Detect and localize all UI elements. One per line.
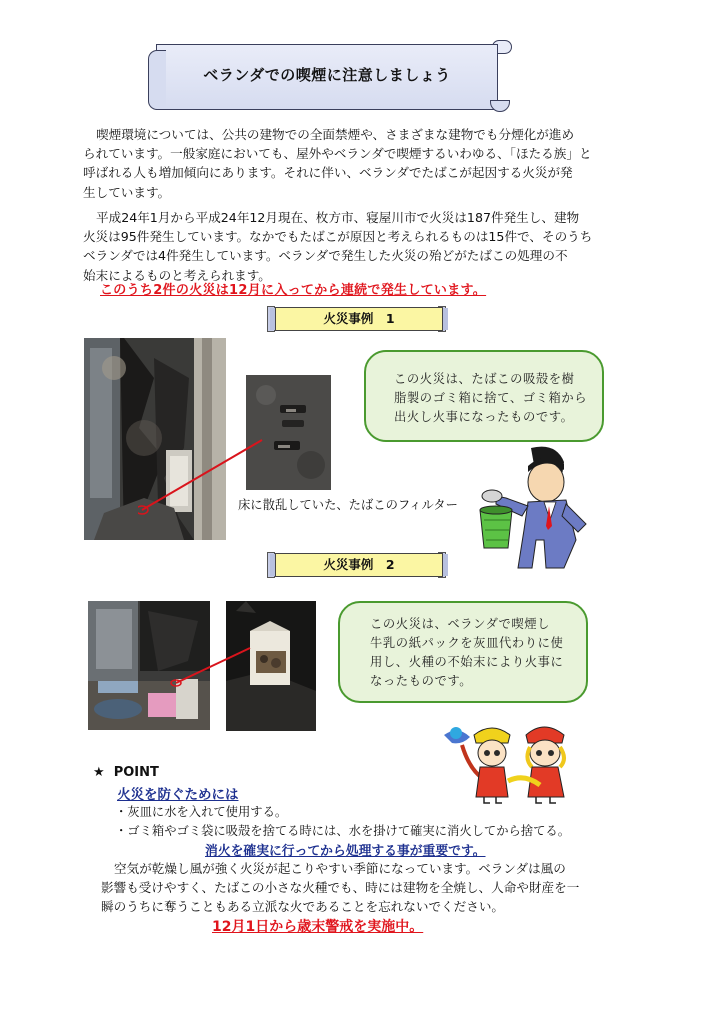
page-title: ベランダでの喫煙に注意しましょう [203, 66, 451, 84]
bubble-line: なったものです。 [370, 674, 473, 688]
intro-line: 呼ばれる人も増加傾向にあります。それに伴い、ベランダでたばこが起因する火災が発 [83, 165, 573, 181]
stats-line: ベランダでは4件発生しています。ベランダで発生した火災の殆どがたばこの処理の不 [83, 248, 568, 264]
man-emptying-ashtray-illustration [466, 440, 596, 570]
bubble-line: 牛乳の紙パックを灰皿代わりに使 [370, 636, 564, 650]
stats-line: 始末によるものと考えられます。 [83, 267, 271, 283]
intro-line: られています。一般家庭においても、屋外やベランダで喫煙するいわゆる、「ほたる族」と [83, 146, 592, 162]
point-bullet: ・ゴミ箱やゴミ袋に吸殻を捨てる時には、水を掛けて確実に消火してから捨てる。 [115, 824, 570, 838]
emphasis-line: 消火を確実に行ってから処理する事が重要です。 [205, 844, 486, 859]
firefighter-kids-illustration [444, 715, 590, 805]
intro-paragraph [83, 125, 643, 202]
label-tab [267, 552, 275, 578]
pointer-arrow [170, 645, 255, 690]
closing-line: 空気が乾燥し風が強く火災が起こりやすい季節になっています。ベランダは風の [114, 861, 566, 876]
intro-line: 喫煙環境については、公共の建物での全面禁煙や、さまざまな建物でも分煙化が進め [96, 127, 575, 142]
stats-line: 火災は95件発生しています。なかでもたばこが原因と考えられるものは15件で、そのうち [83, 229, 593, 245]
point-bullet: ・灰皿に水を入れて使用する。 [115, 805, 288, 819]
bubble-line: この火災は、ベランダで喫煙し [370, 617, 551, 631]
case2-label: 火災事例 2 [275, 553, 443, 577]
bubble-line: 脂製のゴミ箱に捨て、ゴミ箱から [394, 391, 588, 405]
point-heading [93, 765, 159, 780]
bubble-line: 用し、火種の不始末により火事に [370, 655, 564, 669]
bubble-line: この火災は、たばこの吸殻を樹 [394, 372, 575, 386]
case2-bubble [338, 601, 588, 703]
point-label: POINT [113, 765, 159, 780]
closing-paragraph [101, 859, 641, 917]
closing-line: 影響も受けやすく、たばこの小さな火種でも、時には建物を全焼し、人命や財産を一 [101, 880, 580, 896]
stats-paragraph [83, 208, 643, 285]
label-tab [267, 306, 275, 332]
final-notice: 12月1日から歳末警戒を実施中。 [212, 919, 424, 935]
banner-curl [490, 100, 510, 112]
closing-line: 瞬のうちに奪うこともある立派な火であることを忘れないでください。 [101, 899, 504, 915]
intro-line: 生しています。 [83, 184, 171, 200]
case1-label: 火災事例 1 [275, 307, 443, 331]
red-notice: このうち2件の火災は12月に入ってから連続で発生しています。 [100, 283, 487, 298]
bubble-line: 出火し火事になったものです。 [394, 410, 574, 424]
filter-caption: 床に散乱していた、たばこのフィルター [238, 498, 458, 512]
case1-bubble [364, 350, 604, 442]
prevention-subheading: 火災を防ぐためには [117, 787, 239, 803]
star-icon: ★ [93, 765, 105, 780]
stats-line: 平成24年1月から平成24年12月現在、枚方市、寝屋川市で火災は187件発生し、建物 [96, 210, 580, 225]
